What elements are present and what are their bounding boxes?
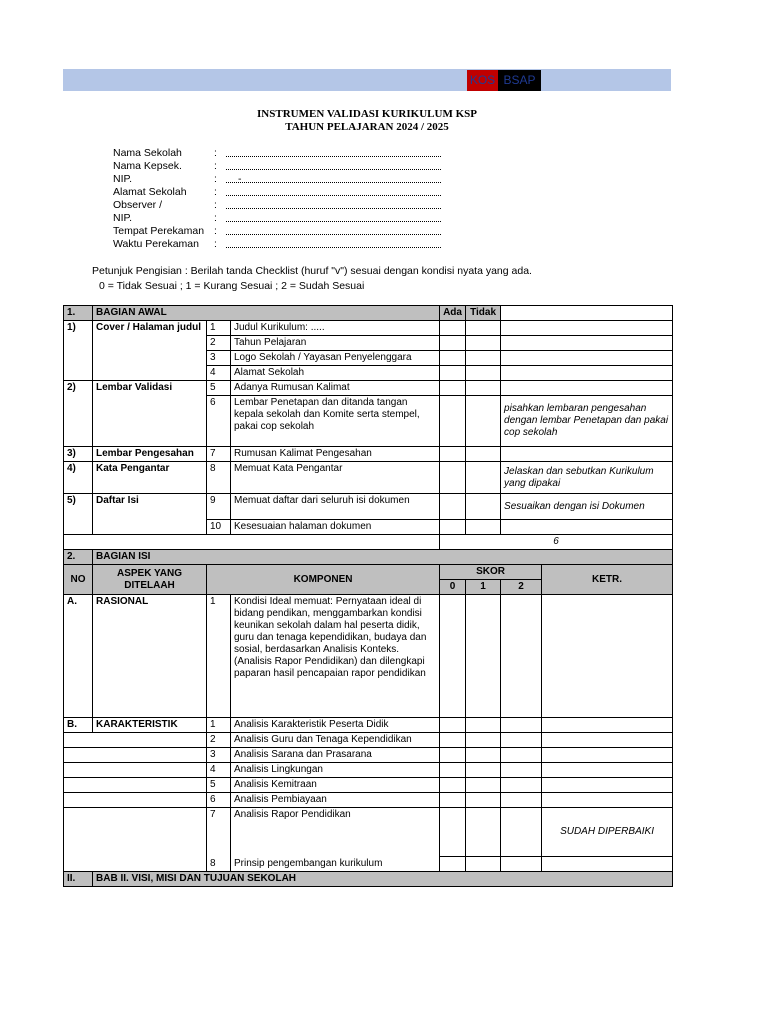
column-tidak: Tidak [466,306,501,321]
table-row [64,857,673,872]
ketr-cell: SUDAH DIPERBAIKI [542,808,673,857]
item-text: Adanya Rumusan Kalimat [231,381,440,396]
blank-cell [64,748,207,763]
column-ketr: KETR. [542,565,673,595]
item-number: 5 [207,381,231,396]
item-number: 1 [207,321,231,336]
section-number: II. [64,871,93,886]
field-label: Observer / [113,199,163,211]
ada-cell[interactable] [440,351,466,366]
document-title: INSTRUMEN VALIDASI KURIKULUM KSP [257,108,477,120]
item-number: 3 [207,748,231,763]
header-blank [501,306,673,321]
score-0-cell[interactable] [440,733,466,748]
ada-cell[interactable] [440,381,466,396]
field-label: Alamat Sekolah [113,186,187,198]
group-number: 1) [64,321,93,381]
table-row [64,595,673,718]
ada-cell[interactable] [440,494,466,520]
column-ada: Ada [440,306,466,321]
group-name: Lembar Validasi [93,381,207,447]
item-text: Analisis Guru dan Tenaga Kependidikan [231,733,440,748]
item-text: Kesesuaian halaman dokumen [231,520,440,535]
group-name: Kata Pengantar [93,462,207,494]
colon: : [214,186,217,198]
item-text: Rumusan Kalimat Pengesahan [231,447,440,462]
tidak-cell[interactable] [466,462,501,494]
field-label: Waktu Perekaman [113,238,199,250]
item-text: Kondisi Ideal memuat: Pernyataan ideal di bidang pendikan, menggambarkan kondisi keunikan sekolah dalam hal peserta didik, guru dan tenaga kependidikan, budaya dan sosial, berdasarkan Analisis Konteks. (Analisis Rapor Pendidikan) dan dilengkapi paparan hasil pencapaian rapor pendidikan [231,595,440,718]
aspect-name: KARAKTERISTIK [93,718,207,733]
table-row [64,778,673,793]
aspect-number: B. [64,718,93,733]
blank-cell [64,808,207,857]
section-header-row [64,871,673,886]
blank-cell [64,857,207,872]
fill-line[interactable] [226,234,441,235]
score-1-cell[interactable] [466,778,501,793]
section-number: 2. [64,550,93,565]
colon: : [214,173,217,185]
blank-cell [64,763,207,778]
tidak-cell[interactable] [466,381,501,396]
score-1-cell[interactable] [466,733,501,748]
colon: : [214,160,217,172]
note-cell [501,447,673,462]
group-name: Cover / Halaman judul [93,321,207,381]
score-0-cell[interactable] [440,763,466,778]
colon: : [214,212,217,224]
column-komponen: KOMPONEN [207,565,440,595]
colon: : [214,238,217,250]
colon: : [214,199,217,211]
note-cell [501,336,673,351]
ada-cell[interactable] [440,366,466,381]
validation-table [63,305,673,887]
score-1-cell[interactable] [466,595,501,718]
score-1-cell[interactable] [466,808,501,857]
table-row [64,793,673,808]
group-number: 3) [64,447,93,462]
fill-line[interactable] [226,247,441,248]
table-row [64,381,673,396]
item-text: Tahun Pelajaran [231,336,440,351]
score-0-cell[interactable] [440,793,466,808]
item-text: Analisis Pembiayaan [231,793,440,808]
item-text: Logo Sekolah / Yayasan Penyelenggara [231,351,440,366]
table-row [64,808,673,857]
score-2-cell[interactable] [501,778,542,793]
tidak-cell[interactable] [466,321,501,336]
tidak-cell[interactable] [466,447,501,462]
column-skor: SKOR [440,565,542,580]
group-number: 2) [64,381,93,447]
section-number: 1. [64,306,93,321]
item-number: 8 [207,462,231,494]
score-2-cell[interactable] [501,808,542,857]
total-value: 6 [440,535,673,550]
ada-cell[interactable] [440,321,466,336]
column-skor-2: 2 [501,580,542,595]
score-2-cell[interactable] [501,857,542,872]
ketr-cell [542,595,673,718]
table-row [64,494,673,520]
ketr-cell [542,857,673,872]
item-number: 3 [207,351,231,366]
table-row [64,733,673,748]
ada-cell[interactable] [440,462,466,494]
field-value: - [238,173,242,185]
tidak-cell[interactable] [466,520,501,535]
item-number: 8 [207,857,231,872]
item-text: Analisis Karakteristik Peserta Didik [231,718,440,733]
score-0-cell[interactable] [440,595,466,718]
note-cell: pisahkan lembaran pengesahan dengan lembar Penetapan dan pakai cop sekolah [501,396,673,447]
note-cell [501,520,673,535]
tidak-cell[interactable] [466,396,501,447]
score-2-cell[interactable] [501,733,542,748]
column-aspek: ASPEK YANG DITELAAH [93,565,207,595]
item-number: 9 [207,494,231,520]
score-0-cell[interactable] [440,808,466,857]
column-skor-1: 1 [466,580,501,595]
ada-cell[interactable] [440,520,466,535]
item-number: 4 [207,763,231,778]
section-header-row [64,306,673,321]
group-name: Daftar Isi [93,494,207,535]
item-number: 5 [207,778,231,793]
field-label: Nama Sekolah [113,147,182,159]
item-number: 2 [207,336,231,351]
item-text: Analisis Kemitraan [231,778,440,793]
ada-cell[interactable] [440,336,466,351]
item-number: 6 [207,396,231,447]
scale-legend: 0 = Tidak Sesuai ; 1 = Kurang Sesuai ; 2 = Sudah Sesuai [99,280,365,292]
score-2-cell[interactable] [501,595,542,718]
ketr-cell [542,793,673,808]
tidak-cell[interactable] [466,351,501,366]
ketr-cell [542,718,673,733]
note-cell [501,366,673,381]
colon: : [214,147,217,159]
score-0-cell[interactable] [440,718,466,733]
score-2-cell[interactable] [501,793,542,808]
header-bar [63,69,671,91]
score-0-cell[interactable] [440,778,466,793]
table-row [64,718,673,733]
note-cell: Sesuaikan dengan isi Dokumen [501,494,673,520]
note-cell [501,351,673,366]
ketr-cell [542,748,673,763]
note-cell [501,321,673,336]
note-cell [501,381,673,396]
column-skor-0: 0 [440,580,466,595]
total-row [64,535,673,550]
tidak-cell[interactable] [466,336,501,351]
item-text: Memuat daftar dari seluruh isi dokumen [231,494,440,520]
score-1-cell[interactable] [466,763,501,778]
item-text: Memuat Kata Pengantar [231,462,440,494]
score-1-cell[interactable] [466,718,501,733]
fill-line[interactable] [226,208,441,209]
table-row [64,748,673,763]
total-blank [64,535,440,550]
fill-line[interactable] [226,195,441,196]
blank-cell [64,733,207,748]
score-1-cell[interactable] [466,857,501,872]
item-number: 6 [207,793,231,808]
tidak-cell[interactable] [466,494,501,520]
item-number: 1 [207,595,231,718]
item-number: 7 [207,808,231,857]
score-0-cell[interactable] [440,748,466,763]
section-title: BAGIAN ISI [93,550,673,565]
section-header-row [64,550,673,565]
group-number: 5) [64,494,93,535]
blank-cell [64,778,207,793]
section-title: BAGIAN AWAL [93,306,440,321]
fill-line[interactable] [226,221,441,222]
bsap-label: BSAP [498,70,541,91]
score-1-cell[interactable] [466,748,501,763]
section-title: BAB II. VISI, MISI DAN TUJUAN SEKOLAH [93,871,673,886]
ada-cell[interactable] [440,396,466,447]
group-name: Lembar Pengesahan [93,447,207,462]
score-1-cell[interactable] [466,793,501,808]
item-number: 2 [207,733,231,748]
ketr-cell [542,733,673,748]
ketr-cell [542,778,673,793]
fill-line[interactable] [226,156,441,157]
item-text: Analisis Rapor Pendidikan [231,808,440,857]
document-subtitle: TAHUN PELAJARAN 2024 / 2025 [285,121,449,133]
item-text: Lembar Penetapan dan ditanda tangan kepala sekolah dan Komite serta stempel, pakai cop sekolah [231,396,440,447]
field-label: Nama Kepsek. [113,160,182,172]
ketr-cell [542,763,673,778]
field-label: NIP. [113,212,133,224]
table-row [64,447,673,462]
ada-cell[interactable] [440,447,466,462]
field-label: NIP. [113,173,133,185]
instructions-text: Petunjuk Pengisian : Berilah tanda Checklist (huruf "v") sesuai dengan kondisi nyata yang ada. [92,265,532,277]
tidak-cell[interactable] [466,366,501,381]
table-row [64,763,673,778]
item-number: 10 [207,520,231,535]
kos-label: KOS [467,70,498,91]
fill-line[interactable] [226,169,441,170]
column-header-row [64,565,673,580]
score-2-cell[interactable] [501,748,542,763]
note-cell: Jelaskan dan sebutkan Kurikulum yang dipakai [501,462,673,494]
item-text: Judul Kurikulum: ..... [231,321,440,336]
item-text: Analisis Lingkungan [231,763,440,778]
column-no: NO [64,565,93,595]
item-text: Prinsip pengembangan kurikulum [231,857,440,872]
aspect-number: A. [64,595,93,718]
table-row [64,321,673,336]
field-label: Tempat Perekaman [113,225,205,237]
item-number: 1 [207,718,231,733]
blank-cell [64,793,207,808]
item-text: Analisis Sarana dan Prasarana [231,748,440,763]
item-number: 7 [207,447,231,462]
group-number: 4) [64,462,93,494]
score-2-cell[interactable] [501,763,542,778]
fill-line[interactable] [226,182,441,183]
colon: : [214,225,217,237]
item-text: Alamat Sekolah [231,366,440,381]
score-2-cell[interactable] [501,718,542,733]
score-0-cell[interactable] [440,857,466,872]
table-row [64,462,673,494]
aspect-name: RASIONAL [93,595,207,718]
item-number: 4 [207,366,231,381]
